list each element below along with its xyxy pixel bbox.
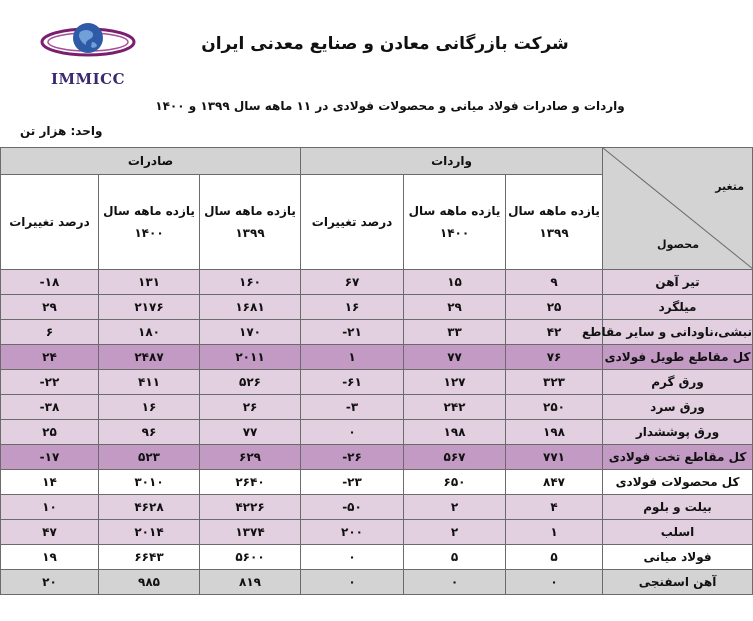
cell-name: نبشی،ناودانی و سایر مقاطع (603, 320, 753, 345)
cell-exp-1400: ۱۸۰ (99, 320, 200, 345)
corner-variable: متغیر (715, 180, 745, 193)
cell-imp-1400: ۵۶۷ (404, 445, 506, 470)
cell-exp-change: ۴۷ (1, 520, 99, 545)
cell-exp-1400: ۲۴۸۷ (99, 345, 200, 370)
cell-imp-1400: ۲۴۲ (404, 395, 506, 420)
cell-imp-1399: ۷۷۱ (506, 445, 603, 470)
cell-exp-change: ۱۴ (1, 470, 99, 495)
cell-exp-1400: ۳۰۱۰ (99, 470, 200, 495)
cell-exp-1399: ۸۱۹ (200, 570, 301, 595)
cell-imp-1399: ۷۶ (506, 345, 603, 370)
cell-exp-1399: ۵۶۰۰ (200, 545, 301, 570)
cell-exp-change: ۶ (1, 320, 99, 345)
cell-imp-1400: ۲ (404, 495, 506, 520)
cell-name: کل محصولات فولادی (603, 470, 753, 495)
table-row (1, 370, 753, 395)
imp-1399-line1: یازده ماهه سال (508, 204, 600, 218)
cell-imp-1399: ۱ (506, 520, 603, 545)
cell-exp-change: -۱۸ (1, 270, 99, 295)
cell-exp-1400: ۱۳۱ (99, 270, 200, 295)
cell-name: بیلت و بلوم (603, 495, 753, 520)
cell-exp-change: -۱۷ (1, 445, 99, 470)
cell-name: ورق سرد (603, 395, 753, 420)
table-row (1, 295, 753, 320)
cell-imp-1399: ۲۵۰ (506, 395, 603, 420)
report-header (0, 0, 752, 150)
cell-imp-1399: ۴ (506, 495, 603, 520)
report-subtitle: واردات و صادرات فولاد میانی و محصولات فولادی در ۱۱ ماهه سال ۱۳۹۹ و ۱۴۰۰ (155, 99, 625, 113)
cell-imp-change: -۲۱ (301, 320, 404, 345)
imp-1400-line2: ۱۴۰۰ (439, 226, 470, 240)
cell-name: آهن اسفنجی (603, 570, 753, 595)
cell-imp-1400: ۰ (404, 570, 506, 595)
cell-exp-1400: ۶۶۴۳ (99, 545, 200, 570)
cell-imp-1400: ۷۷ (404, 345, 506, 370)
cell-exp-1399: ۶۲۹ (200, 445, 301, 470)
imp-1400-line1: یازده ماهه سال (408, 204, 501, 218)
cell-imp-1399: ۳۲۳ (506, 370, 603, 395)
table-row (1, 420, 753, 445)
exp-1399-header (200, 175, 301, 270)
cell-imp-1400: ۱۵ (404, 270, 506, 295)
cell-exp-1400: ۲۱۷۶ (99, 295, 200, 320)
trade-table (0, 147, 753, 595)
exp-1400-line1: یازده ماهه سال (103, 204, 195, 218)
cell-imp-1400: ۳۳ (404, 320, 506, 345)
cell-exp-change: ۲۹ (1, 295, 99, 320)
cell-exp-1400: ۵۲۳ (99, 445, 200, 470)
imp-change-header: درصد تغییرات (301, 175, 404, 270)
exp-1400-line2: ۱۴۰۰ (134, 226, 164, 240)
cell-name: تیر آهن (603, 270, 753, 295)
cell-imp-change: ۰ (301, 545, 404, 570)
table-row (1, 570, 753, 595)
cell-name: فولاد میانی (603, 545, 753, 570)
cell-exp-1399: ۴۲۲۶ (200, 495, 301, 520)
cell-imp-1399: ۱۹۸ (506, 420, 603, 445)
exp-1399-line1: یازده ماهه سال (204, 204, 296, 218)
cell-exp-1399: ۵۲۶ (200, 370, 301, 395)
cell-exp-1399: ۲۰۱۱ (200, 345, 301, 370)
cell-imp-1399: ۵ (506, 545, 603, 570)
cell-imp-change: ۱ (301, 345, 404, 370)
cell-exp-1399: ۲۶ (200, 395, 301, 420)
exp-1399-line2: ۱۳۹۹ (235, 226, 265, 240)
cell-imp-change: ۰ (301, 570, 404, 595)
cell-imp-change: -۶۱ (301, 370, 404, 395)
cell-exp-change: ۲۵ (1, 420, 99, 445)
cell-exp-1399: ۱۶۸۱ (200, 295, 301, 320)
cell-imp-change: ۶۷ (301, 270, 404, 295)
group-exports: صادرات (1, 148, 301, 175)
cell-exp-change: ۲۰ (1, 570, 99, 595)
cell-exp-1399: ۱۷۰ (200, 320, 301, 345)
cell-exp-1399: ۷۷ (200, 420, 301, 445)
cell-imp-1400: ۱۹۸ (404, 420, 506, 445)
table-row (1, 320, 753, 345)
cell-imp-1399: ۰ (506, 570, 603, 595)
cell-exp-change: -۲۲ (1, 370, 99, 395)
cell-name: اسلب (603, 520, 753, 545)
cell-name: ورق پوششدار (603, 420, 753, 445)
table-row (1, 470, 753, 495)
cell-imp-1399: ۲۵ (506, 295, 603, 320)
cell-exp-change: ۱۰ (1, 495, 99, 520)
cell-exp-1400: ۹۶ (99, 420, 200, 445)
imp-1400-header (404, 175, 506, 270)
cell-exp-change: ۲۴ (1, 345, 99, 370)
group-imports: واردات (301, 148, 603, 175)
cell-exp-1400: ۱۶ (99, 395, 200, 420)
company-name: شرکت بازرگانی معادن و صنایع معدنی ایران (201, 34, 569, 54)
cell-imp-change: ۲۰۰ (301, 520, 404, 545)
exp-1400-header (99, 175, 200, 270)
unit-label: واحد: هزار تن (20, 124, 103, 138)
table-row (1, 395, 753, 420)
cell-imp-1400: ۱۲۷ (404, 370, 506, 395)
cell-name: میلگرد (603, 295, 753, 320)
imp-1399-line2: ۱۳۹۹ (539, 226, 569, 240)
cell-exp-change: ۱۹ (1, 545, 99, 570)
cell-exp-1400: ۹۸۵ (99, 570, 200, 595)
globe-icon (38, 14, 138, 74)
table-row (1, 345, 753, 370)
cell-exp-1399: ۱۳۷۴ (200, 520, 301, 545)
table-row (1, 520, 753, 545)
company-logo (38, 14, 138, 100)
cell-imp-1399: ۸۴۷ (506, 470, 603, 495)
cell-imp-change: -۵۰ (301, 495, 404, 520)
cell-imp-1400: ۲ (404, 520, 506, 545)
corner-cell (603, 148, 753, 270)
logo-text: IMMICC (50, 70, 126, 88)
cell-imp-1400: ۶۵۰ (404, 470, 506, 495)
cell-imp-change: -۲۶ (301, 445, 404, 470)
imp-1399-header (506, 175, 603, 270)
exp-change-header: درصد تغییرات (1, 175, 99, 270)
cell-imp-change: -۳ (301, 395, 404, 420)
cell-imp-1400: ۲۹ (404, 295, 506, 320)
table-row (1, 545, 753, 570)
cell-imp-1399: ۹ (506, 270, 603, 295)
table-row (1, 495, 753, 520)
cell-imp-1399: ۴۲ (506, 320, 603, 345)
cell-name: کل مقاطع تخت فولادی (603, 445, 753, 470)
cell-exp-1400: ۲۰۱۴ (99, 520, 200, 545)
cell-imp-1400: ۵ (404, 545, 506, 570)
cell-exp-1400: ۴۱۱ (99, 370, 200, 395)
cell-exp-1399: ۱۶۰ (200, 270, 301, 295)
cell-imp-change: ۱۶ (301, 295, 404, 320)
cell-exp-1399: ۲۶۴۰ (200, 470, 301, 495)
cell-imp-change: -۲۳ (301, 470, 404, 495)
cell-exp-change: -۳۸ (1, 395, 99, 420)
cell-exp-1400: ۴۶۲۸ (99, 495, 200, 520)
cell-imp-change: ۰ (301, 420, 404, 445)
cell-name: ورق گرم (603, 370, 753, 395)
corner-product: محصول (657, 238, 700, 251)
table-row (1, 270, 753, 295)
table-row (1, 445, 753, 470)
cell-name: کل مقاطع طویل فولادی (603, 345, 753, 370)
